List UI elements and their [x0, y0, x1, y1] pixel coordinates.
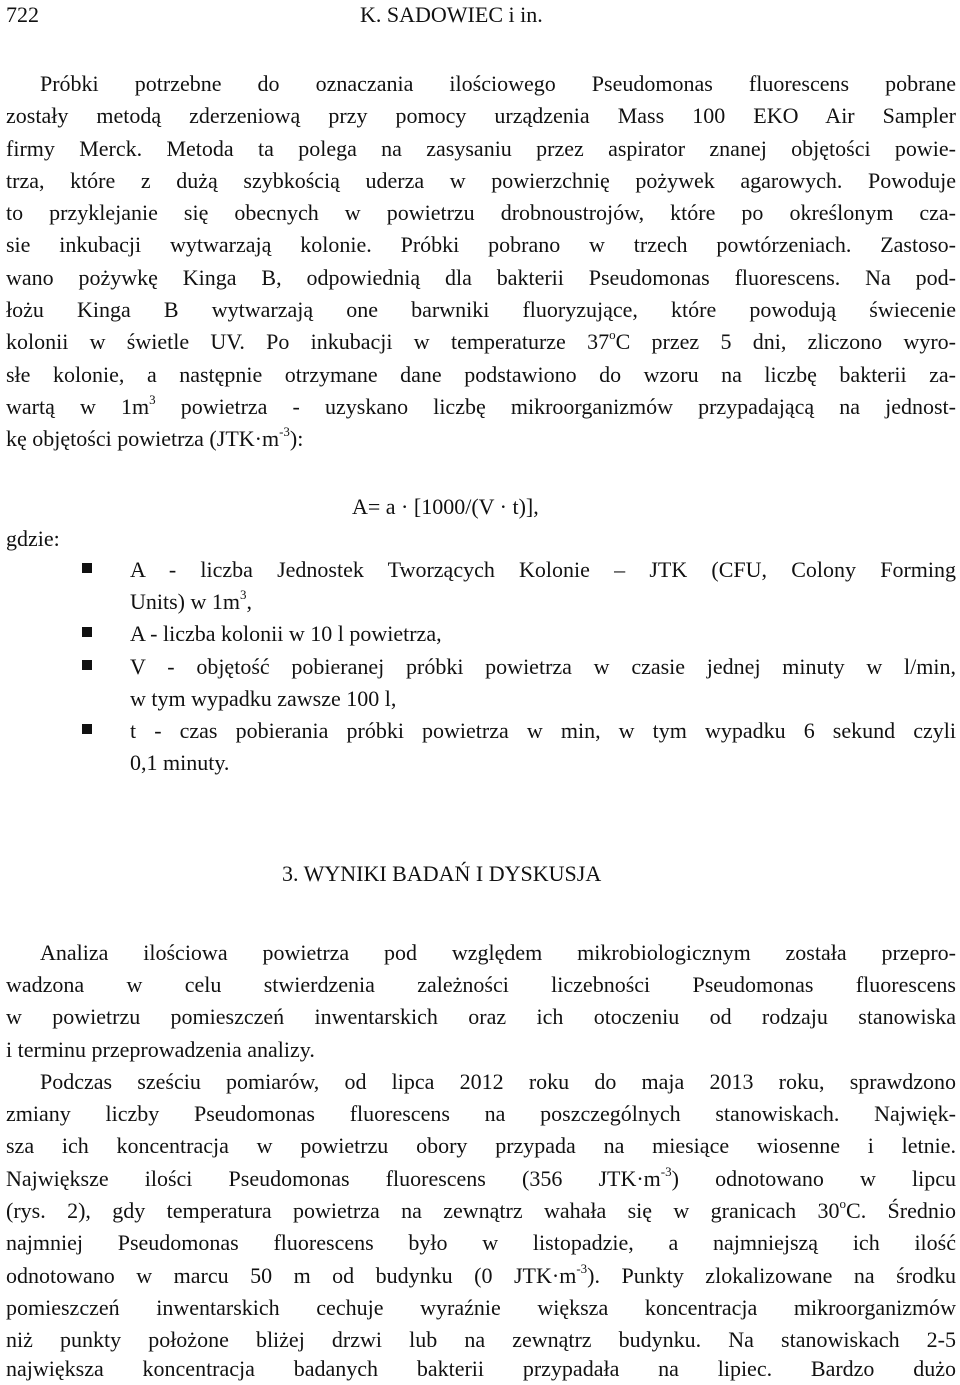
bullet-icon [82, 627, 92, 637]
bullet-icon [82, 563, 92, 573]
text-line: wadzona w celu stwierdzenia zależności liczebności Pseudomonas fluorescens [6, 972, 956, 997]
text-line: zmiany liczby Pseudomonas fluorescens na poszczególnych stanowiskach. Najwięk- [6, 1101, 956, 1126]
text-line: sie inkubacji wytwarzają kolonie. Próbki pobrano w trzech powtórzeniach. Zastoso- [6, 232, 956, 257]
running-title: K. SADOWIEC i in. [360, 2, 543, 27]
text-segment: C. Średnio [846, 1198, 956, 1223]
text-segment: kolonii w świetle UV. Po inkubacji w temperaturze 37 [6, 329, 610, 354]
text-line: niż punkty położone bliżej drzwi lub na zewnątrz budynku. Na stanowiskach 2-5 [6, 1327, 956, 1352]
bullet-icon [82, 660, 92, 670]
text-line [6, 391, 956, 423]
text-line: wano pożywkę Kinga B, odpowiednią dla bakterii Pseudomonas fluorescens. Na pod- [6, 265, 956, 290]
text-line: sza ich koncentracja w powietrzu obory przypada na miesiące wiosenne i letnie. [6, 1133, 956, 1158]
text-segment: C przez 5 dni, zliczono wyro- [615, 329, 957, 354]
definition-line: A - liczba kolonii w 10 l powietrza, [130, 621, 442, 646]
text-line [6, 326, 956, 358]
text-line: Analiza ilościowa powietrza pod względem mikrobiologicznym została przepro- [40, 940, 956, 965]
superscript: -3 [279, 423, 290, 439]
definition-line: t - czas pobierania próbki powietrza w min, w tym wypadku 6 sekund czyli [130, 718, 956, 743]
text-segment: ). Punkty zlokalizowane na środku [587, 1263, 956, 1288]
text-segment: (rys. 2), gdy temperatura powietrza na zewnątrz wahała się w granicach 30 [6, 1198, 840, 1223]
text-line [6, 423, 956, 455]
text-segment: ): [289, 426, 304, 451]
text-segment: wartą w 1m [6, 394, 150, 419]
definition-line: V - objętość pobieranej próbki powietrza w czasie jednej minuty w l/min, [130, 654, 956, 679]
text-line [6, 1195, 956, 1227]
formula: A= a · [1000/(V · t)], [352, 494, 539, 519]
text-segment: Units) w 1m [130, 589, 240, 614]
text-segment: Największe ilości Pseudomonas fluorescens (356 JTK·m [6, 1166, 661, 1191]
text-line: pomieszczeń inwentarskich cechuje wyraźnie większa koncentracja mikroorganizmów [6, 1295, 956, 1320]
superscript: -3 [660, 1163, 672, 1179]
definition-line: w tym wypadku zawsze 100 l, [130, 686, 397, 711]
where-label: gdzie: [6, 526, 60, 551]
text-segment: , [246, 589, 252, 614]
text-line: w powietrzu pomieszczeń inwentarskich oraz ich otoczeniu od rodzaju stanowiska [6, 1004, 956, 1029]
text-line [6, 1260, 956, 1292]
text-line: słe kolonie, a następnie otrzymane dane podstawiono do wzoru na liczbę bakterii za- [6, 362, 956, 387]
text-line: Próbki potrzebne do oznaczania ilościowego Pseudomonas fluorescens pobrane [40, 71, 956, 96]
text-line: Podczas sześciu pomiarów, od lipca 2012 roku do maja 2013 roku, sprawdzono [40, 1069, 956, 1094]
text-segment: powietrza - uzyskano liczbę mikroorganizmów przypadającą na jednost- [155, 394, 956, 419]
text-line: firmy Merck. Metoda ta polega na zasysaniu przez aspirator znanej objętości powie- [6, 136, 956, 161]
text-line: zostały metodą zderzeniową przy pomocy urządzenia Mass 100 EKO Air Sampler [6, 103, 956, 128]
superscript: o [839, 1195, 847, 1211]
text-line: najmniej Pseudomonas fluorescens było w listopadzie, a najmniejszą ich ilość [6, 1230, 956, 1255]
text-line: największa koncentracja badanych bakterii przypadała na lipiec. Bardzo dużo [6, 1356, 956, 1381]
text-segment: kę objętości powietrza (JTK·m [6, 426, 280, 451]
text-line: łożu Kinga B wytwarzają one barwniki fluoryzujące, które powodują świecenie [6, 297, 956, 322]
section-heading: 3. WYNIKI BADAŃ I DYSKUSJA [282, 861, 602, 886]
text-segment: ) odnotowano w lipcu [671, 1166, 956, 1191]
text-line: trza, które z dużą szybkością uderza w powierzchnię pożywek agarowych. Powoduje [6, 168, 956, 193]
text-segment: odnotowano w marcu 50 m od budynku (0 JTK·m [6, 1263, 577, 1288]
definition-line: A - liczba Jednostek Tworzących Kolonie – JTK (CFU, Colony Forming [130, 557, 956, 582]
superscript: o [609, 326, 616, 342]
superscript: -3 [576, 1260, 588, 1276]
text-line: i terminu przeprowadzenia analizy. [6, 1037, 315, 1062]
definition-line [130, 586, 956, 618]
superscript: 3 [149, 391, 156, 407]
superscript: 3 [240, 586, 247, 602]
bullet-icon [82, 724, 92, 734]
text-line [6, 1163, 956, 1195]
text-line: to przyklejanie się obecnych w powietrzu drobnoustrojów, które po określonym cza- [6, 200, 956, 225]
page-number: 722 [6, 2, 39, 27]
definition-line: 0,1 minuty. [130, 750, 230, 775]
